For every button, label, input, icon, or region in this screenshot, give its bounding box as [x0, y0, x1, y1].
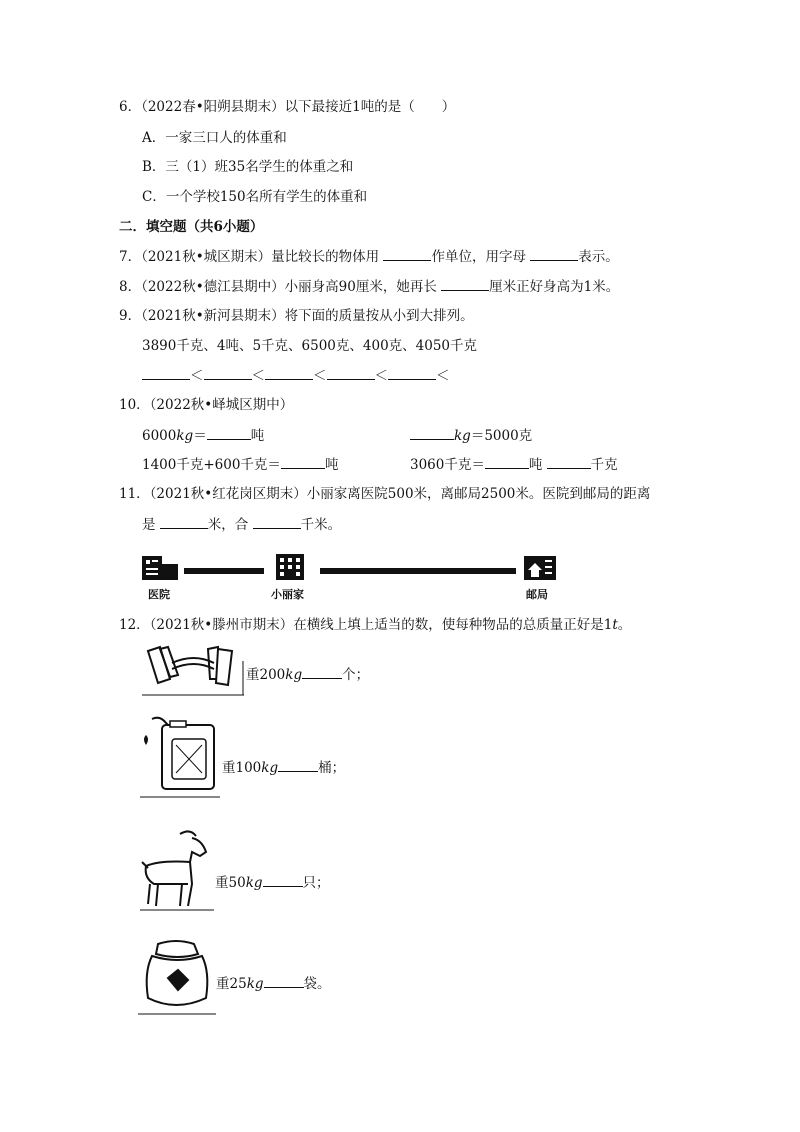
q10-c-blank[interactable] [281, 454, 325, 469]
sack-image [138, 938, 216, 1016]
q10-a-eq: ＝ [193, 428, 207, 444]
q12-item-2-pre: 重 [222, 760, 236, 776]
q10-d-left: 3060千克＝ [410, 457, 485, 473]
q10-line [119, 395, 293, 415]
q9-less-than: ＜ [251, 368, 265, 384]
q10-d-mid: 吨 [528, 457, 543, 473]
section-2-title: 二．填空题（共6小题） [119, 219, 264, 235]
q10-d-blank-1[interactable] [485, 454, 529, 469]
goat-image [140, 826, 214, 912]
q7-number: 7． [119, 249, 142, 265]
q11-text-c: 千米。 [300, 517, 342, 533]
q10-a-unit: kg [176, 428, 194, 444]
q12-item-1-blank[interactable] [302, 664, 342, 679]
q12-item-4-pre: 重 [216, 976, 230, 992]
q12-item-3-pre: 重 [215, 875, 229, 891]
q12-item-2-tail: 桶； [318, 760, 346, 776]
q12-item-4-number: 25 [229, 976, 247, 992]
building-icon [276, 554, 304, 580]
q9-stem: 将下面的质量按从小到大排列。 [284, 308, 474, 324]
q11-blank-2[interactable] [253, 514, 301, 529]
q6-line [119, 97, 455, 117]
q6-option-a: A．一家三口人的体重和 [142, 130, 287, 146]
q11-source: （2021秋•红花岗区期末） [149, 486, 307, 502]
q10-b-tail: ＝5000克 [470, 428, 533, 444]
q6-stem: 以下最接近1吨的是（ ） [284, 99, 456, 115]
q11-number: 11． [119, 486, 150, 502]
q7-text-3: 表示。 [578, 249, 619, 265]
road-segment-1 [184, 568, 264, 574]
label-home: 小丽家 [271, 588, 304, 601]
q12-item-4 [216, 973, 331, 994]
q12-item-1-unit: kg [285, 667, 303, 683]
q8-line [119, 276, 619, 297]
q12-item-4-unit: kg [246, 976, 264, 992]
q9-blank-3[interactable] [265, 365, 313, 380]
oil-canister-image [140, 713, 220, 799]
q11-text-b: 米，合 [207, 517, 249, 533]
q10-d [410, 454, 618, 475]
q9-blank-5[interactable] [388, 365, 436, 380]
q12-line [119, 615, 631, 635]
q12-item-3-tail: 只； [302, 875, 330, 891]
q12-stem-b: 。 [617, 617, 632, 633]
q10-a-number: 6000 [142, 428, 177, 444]
q10-b-unit: kg [454, 428, 471, 444]
q12-stem-a: 在横线上填上适当的数，使每种物品的总质量正好是1 [293, 617, 613, 633]
q12-item-1 [246, 664, 369, 685]
q6-number: 6． [119, 99, 142, 115]
q12-item-3-blank[interactable] [263, 872, 303, 887]
dumbbell-icon [148, 647, 232, 685]
q9-less-than: ＜ [374, 368, 388, 384]
q11-line [119, 484, 650, 504]
q12-item-2-unit: kg [261, 760, 279, 776]
goat-icon [142, 831, 206, 906]
q9-source: （2021秋•新河县期末） [141, 308, 285, 324]
q9-blank-2[interactable] [204, 365, 252, 380]
q9-ordering-row [142, 365, 450, 386]
q10-source: （2022秋•峄城区期中） [149, 397, 294, 413]
q10-b [410, 425, 532, 446]
q11-map-diagram [140, 548, 580, 604]
q10-b-blank[interactable] [410, 425, 454, 440]
dumbbell-image [140, 643, 244, 697]
q7-text-1: 量比较长的物体用 [271, 249, 380, 265]
oil-canister-icon [144, 718, 214, 789]
q12-item-2-number: 100 [235, 760, 262, 776]
q12-stem-unit: t [612, 617, 618, 633]
q7-blank-2[interactable] [530, 246, 578, 261]
q8-blank[interactable] [441, 276, 489, 291]
q9-line [119, 306, 474, 326]
q12-item-3 [215, 872, 330, 893]
q6-source: （2022春•阳朔县期末） [141, 99, 285, 115]
q11-line-2 [142, 514, 341, 535]
q10-c [142, 454, 338, 475]
q9-items: 3890千克、4吨、5千克、6500克、400克、4050千克 [142, 338, 478, 354]
q9-blank-1[interactable] [142, 365, 190, 380]
q9-blank-4[interactable] [327, 365, 375, 380]
q8-text-2: 厘米正好身高为1米。 [489, 279, 620, 295]
q12-item-3-number: 50 [228, 875, 246, 891]
q7-blank-1[interactable] [383, 246, 431, 261]
q10-a [142, 425, 264, 446]
q12-item-1-number: 200 [259, 667, 286, 683]
q8-source: （2022秋•德江县期中） [141, 279, 285, 295]
q11-blank-1[interactable] [160, 514, 208, 529]
q8-text-1: 小丽身高90厘米，她再长 [284, 279, 437, 295]
q9-number: 9． [119, 308, 142, 324]
q6-option-b: B．三（1）班35名学生的体重之和 [142, 159, 354, 175]
q10-c-left: 1400千克+600千克＝ [142, 457, 281, 473]
q12-item-2-blank[interactable] [278, 757, 318, 772]
q9-less-than: ＜ [313, 368, 327, 384]
q12-item-1-pre: 重 [246, 667, 260, 683]
label-post-office: 邮局 [526, 588, 548, 601]
q8-number: 8． [119, 279, 142, 295]
q6-option-c: C．一个学校150名所有学生的体重和 [142, 189, 368, 205]
q11-stem: 小丽家离医院500米，离邮局2500米。医院到邮局的距离 [306, 486, 651, 502]
sack-icon [147, 941, 208, 1005]
q12-item-4-blank[interactable] [264, 973, 304, 988]
q12-item-4-tail: 袋。 [303, 976, 331, 992]
q10-number: 10． [119, 397, 150, 413]
q12-source: （2021秋•滕州市期末） [149, 617, 294, 633]
label-hospital: 医院 [148, 588, 170, 601]
road-segment-2 [320, 568, 516, 574]
post-office-icon [524, 556, 556, 580]
q7-source: （2021秋•城区期末） [141, 249, 272, 265]
q10-a-tail: 吨 [250, 428, 265, 444]
q7-line [119, 246, 619, 267]
q10-d-tail: 千克 [590, 457, 618, 473]
q10-d-blank-2[interactable] [547, 454, 591, 469]
q7-text-2: 作单位，用字母 [431, 249, 526, 265]
q10-a-blank[interactable] [207, 425, 251, 440]
q9-less-than: ＜ [190, 368, 204, 384]
q12-item-1-tail: 个； [342, 667, 370, 683]
q10-c-tail: 吨 [324, 457, 339, 473]
q9-less-than: ＜ [436, 368, 450, 384]
q12-item-2 [222, 757, 345, 778]
q12-number: 12． [119, 617, 150, 633]
q11-text-a: 是 [142, 517, 156, 533]
q12-item-3-unit: kg [245, 875, 263, 891]
hospital-icon [142, 556, 178, 580]
